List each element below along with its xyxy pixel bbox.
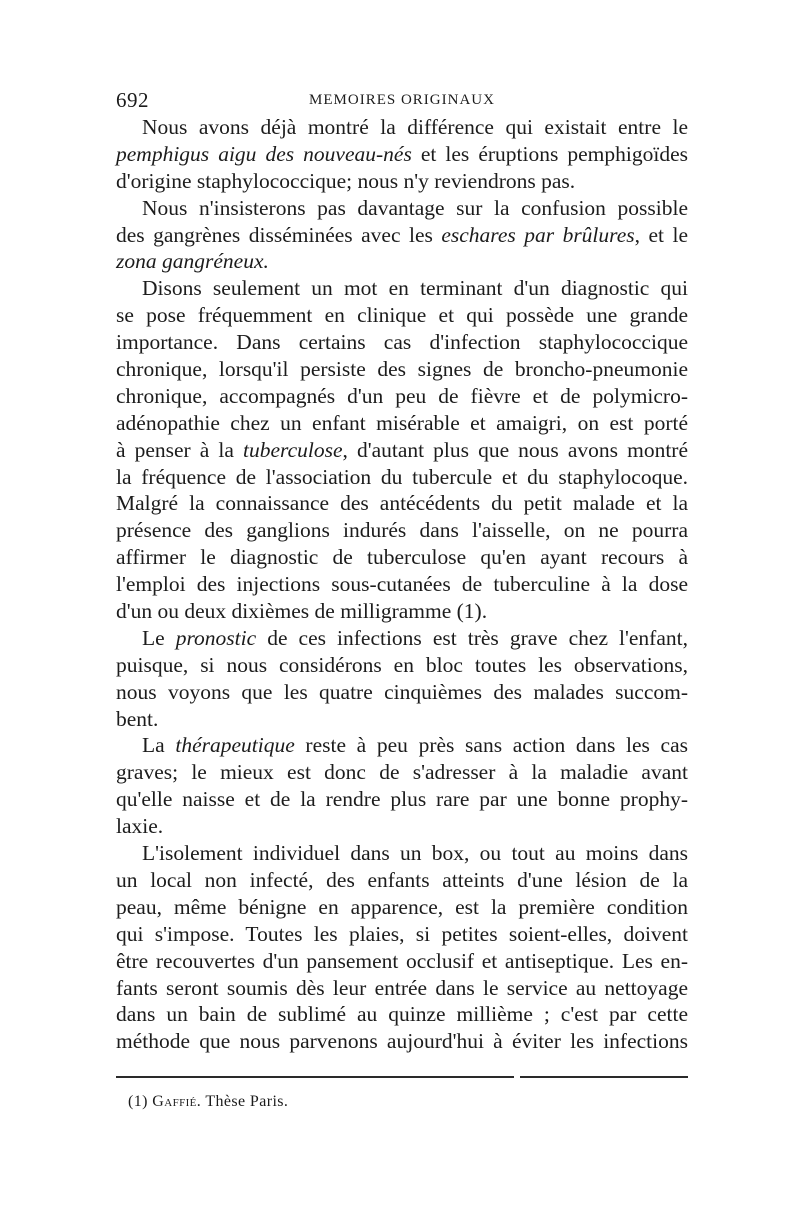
running-title: MEMOIRES ORIGINAUX [309,92,495,108]
paragraph [116,732,688,840]
text-line [116,222,688,249]
text-span: nous voyons que les quatre cinquièmes des malades succom- [116,679,688,704]
text-line [116,410,688,437]
text-line [116,437,688,464]
text-span: puisque, si nous considérons en bloc toutes les observations, [116,652,688,677]
separator-rule-left [116,1076,514,1078]
text-span: importance. Dans certains cas d'infection staphylococcique [116,330,688,355]
text-span: bent. [116,706,159,731]
text-line [116,948,688,975]
text-line [116,1028,688,1055]
text-line [116,329,688,356]
text-line [116,517,688,544]
text-line [116,786,688,813]
footnote-author: Gaffié. [152,1093,202,1110]
text-line [116,1001,688,1028]
text-span: graves; le mieux est donc de s'adresser à la maladie avant [116,760,688,785]
text-span: reste à peu près sans action dans les cas [294,733,688,758]
text-span: , et le [634,222,688,247]
italic-text: pemphigus aigu des nouveau-nés [116,141,412,166]
paragraph [116,625,688,733]
text-span: laxie. [116,814,164,839]
text-span: dans un bain de sublimé au quinze millième ; c'est par cette [116,1002,688,1027]
text-span: qu'elle naisse et de la rendre plus rare par une bonne prophy- [116,787,688,812]
text-line [116,544,688,571]
footnote-number: (1) [128,1093,148,1110]
footnote-separator [116,1076,688,1082]
paragraph [116,275,688,625]
text-span: la fréquence de l'association du tubercule et du staphylocoque. [116,464,688,489]
text-line [116,706,688,733]
text-line [116,114,688,141]
text-line [116,248,688,275]
paragraph [116,114,688,195]
text-line [116,625,688,652]
separator-rule-right [520,1076,688,1078]
text-span: peau, même bénigne en apparence, est la première condition [116,894,688,919]
text-span: La [142,733,176,758]
text-span: Nous avons déjà montré la différence qui existait entre le [142,115,688,139]
text-span: Le [142,625,176,650]
text-span: Disons seulement un mot en terminant d'un diagnostic qui [142,276,688,301]
text-span: affirmer le diagnostic de tuberculose qu'en ayant recours à [116,545,688,570]
text-span: être recouvertes d'un pansement occlusif et antiseptique. Les en- [116,948,688,973]
text-span: un local non infecté, des enfants atteints d'une lésion de la [116,867,688,892]
text-line [116,652,688,679]
text-line [116,275,688,302]
footnote-text: Thèse Paris. [205,1093,289,1110]
text-span: , d'autant plus que nous avons montré [342,437,688,462]
text-line [116,679,688,706]
page-header [116,88,688,114]
text-line [116,571,688,598]
paragraph [116,195,688,276]
text-line [116,813,688,840]
text-line [116,141,688,168]
italic-text: eschares par brûlures [441,222,635,247]
text-line [116,302,688,329]
text-line [116,168,688,195]
text-line [116,894,688,921]
text-line [116,921,688,948]
text-span: se pose fréquemment en clinique et qui possède une grande [116,303,688,328]
body-text [116,114,688,1055]
text-span: Malgré la connaissance des antécédents du petit malade et la [116,491,688,516]
italic-text: thérapeutique [175,733,295,758]
text-span: chronique, lorsqu'il persiste des signes de broncho-pneumonie [116,357,688,382]
paragraph [116,840,688,1055]
text-line [116,195,688,222]
italic-text: tuberculose [242,437,343,462]
text-span: L'isolement individuel dans un box, ou tout au moins dans [142,841,688,866]
text-line [116,383,688,410]
text-span: de ces infections est très grave chez l'enfant, [256,625,688,650]
text-line [116,464,688,491]
page-number: 692 [116,88,149,112]
text-line [116,732,688,759]
footnote [128,1093,288,1111]
text-span: chronique, accompagnés d'un peu de fièvre et de polymicro- [116,383,688,408]
text-span: des gangrènes disséminées avec les [116,222,442,247]
text-span: d'origine staphylococcique; nous n'y reviendrons pas. [116,168,576,193]
text-line [116,840,688,867]
italic-text: pronostic [175,625,257,650]
text-span: l'emploi des injections sous-cutanées de tuberculine à la dose [116,572,688,597]
text-line [116,867,688,894]
text-span: à penser à la [116,437,243,462]
italic-text: zona gangréneux. [116,249,269,274]
text-span: présence des ganglions indurés dans l'aisselle, on ne pourra [116,518,688,543]
text-span: méthode que nous parvenons aujourd'hui à éviter les infections [116,1029,688,1054]
text-span: adénopathie chez un enfant misérable et amaigri, on est porté [116,410,688,435]
text-line [116,598,688,625]
text-line [116,356,688,383]
text-span: et les éruptions pemphigoïdes [411,141,688,166]
text-line [116,759,688,786]
text-span: qui s'impose. Toutes les plaies, si petites soient-elles, doivent [116,921,688,946]
text-span: fants seront soumis dès leur entrée dans le service au nettoyage [116,975,688,1000]
text-span: d'un ou deux dixièmes de milligramme (1). [116,599,488,624]
text-line [116,490,688,517]
text-span: Nous n'insisterons pas davantage sur la confusion possible [142,195,688,220]
text-line [116,975,688,1002]
